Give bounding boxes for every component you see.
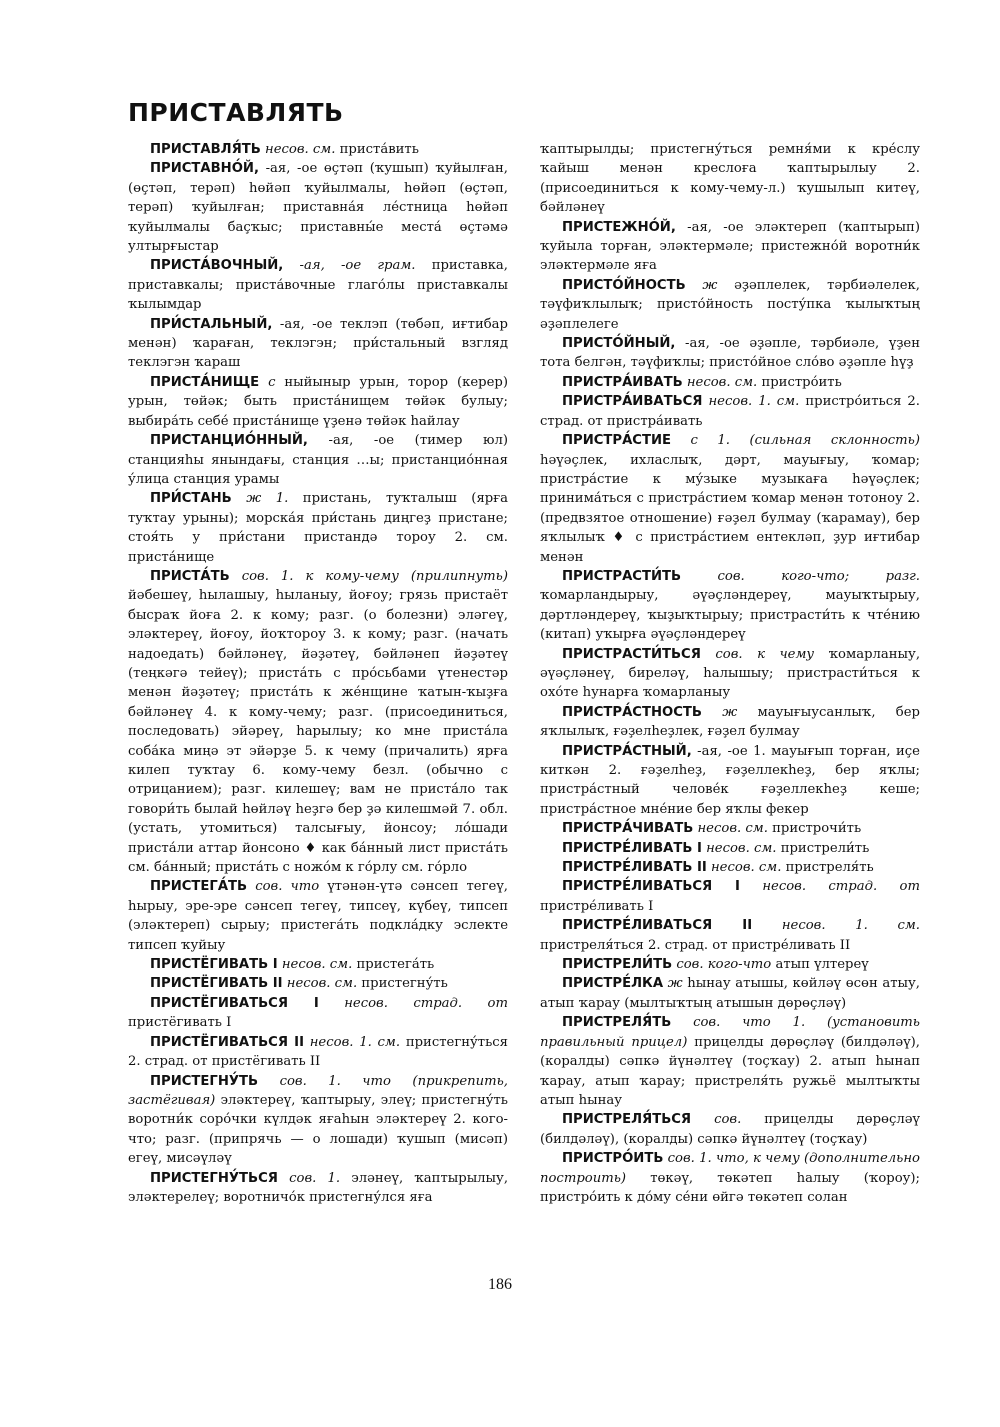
dictionary-entry — [128, 955, 508, 974]
entry-definition: пристегну́ть — [361, 976, 448, 992]
dictionary-entry — [128, 140, 508, 159]
entry-definition: ҡомарланыу, әүәҫләнеү, биреләү, һалышыу; пристрасти́ться к охо́те һунарға ҡомарланыу — [540, 646, 921, 701]
entry-definition: пристреля́ть — [785, 860, 874, 876]
entry-headword: ПРИСТРЕЛЯ́ТЬ — [562, 1015, 672, 1031]
entry-grammar: ж 1. — [246, 491, 289, 507]
dictionary-entry — [128, 1072, 508, 1169]
entry-definition: ныйыныр урын, торор (керер) урын, төйәк; быть приста́нищем төйәк булыу; выбира́ть себе́ приста́нище үҙенә төйәк һайлау — [128, 374, 508, 429]
entry-headword: ПРИ́СТАНЬ — [150, 491, 232, 507]
dictionary-entry — [540, 431, 920, 567]
entry-definition: пристре́ливать I — [540, 898, 654, 914]
entry-grammar: сов. 1. — [289, 1170, 341, 1186]
entry-headword: ПРИСТО́ЙНЫЙ, — [562, 336, 676, 352]
entry-definition: пристро́ить — [761, 374, 842, 390]
dictionary-entry — [128, 431, 508, 489]
entry-grammar: -ая, -ое грам. — [299, 258, 416, 274]
entry-grammar: сов. что — [255, 879, 320, 895]
entry-headword: ПРИСТРА́СТНОСТЬ — [562, 704, 702, 720]
entry-headword: ПРИСТРЕ́ЛИВАТЬСЯ I — [562, 879, 740, 895]
entry-headword: ПРИСТЕГА́ТЬ — [150, 879, 248, 895]
entry-grammar: несов. см. — [711, 860, 782, 876]
entry-definition: мауығыусанлыҡ, бер яҡлылыҡ, ғәҙелһеҙлек, ғәҙел булмау — [540, 704, 920, 740]
dictionary-entry — [128, 1033, 508, 1072]
entry-headword: ПРИСТЕГНУ́ТЬСЯ — [150, 1170, 278, 1186]
entry-definition: пристрели́ть — [780, 840, 870, 856]
entry-definition: эләнеү, ҡаптырылыу, эләктерелеү; воротничо́к пристегну́лся яға — [128, 1170, 509, 1205]
dictionary-entry — [540, 276, 920, 334]
dictionary-entry — [540, 877, 920, 916]
entry-definition: эләктереү, ҡаптырыу, элеү; пристегну́ть воротни́к соро́чки күлдәк яғаһын эләктереү 2. кого-что; разг. (припрячь — о лошади) ҡушып (мисәп) егеү, мисәүләү — [128, 1092, 508, 1167]
dictionary-entry — [540, 703, 920, 742]
entry-headword: ПРИСТРО́ИТЬ — [562, 1151, 664, 1167]
entry-headword: ПРИСТЁГИВАТЬСЯ I — [150, 995, 319, 1011]
entry-grammar: несов. см. — [706, 840, 777, 856]
dictionary-entry — [128, 315, 508, 373]
dictionary-entry — [540, 839, 920, 858]
dictionary-entry — [128, 159, 508, 256]
entry-grammar: с — [268, 374, 276, 390]
entry-definition: прицелды дөрөҫләү (билдәләү), (коралды) сәпкә йүнәлтеү (тоҫҡау) 2. атып һынап ҡарау, атып ҡарау; пристреля́ть ружьё мылтыҡты атып һынау — [540, 1034, 920, 1108]
entry-headword: ПРИСТЕЖНО́Й, — [562, 219, 676, 235]
dictionary-entry — [540, 819, 920, 838]
entry-definition: пристегну́ться 2. страд. от пристёгивать II — [128, 1034, 508, 1070]
entry-grammar: несов. см. — [286, 976, 358, 992]
entry-grammar: несов. 1. см. — [708, 394, 800, 410]
entry-grammar: ж — [702, 277, 718, 293]
entry-definition: ҡаптырылды; пристегну́ться ремня́ми к кре́слу ҡайыш менән креслоға ҡаптырылыу 2. (присоединиться к кому-чему-л.) ҡушылып китеү, бәйләнеү — [540, 142, 920, 216]
dictionary-entry — [540, 334, 920, 373]
entry-headword: ПРИСТО́ЙНОСТЬ — [562, 277, 686, 293]
entry-headword: ПРИСТРЕЛИ́ТЬ — [562, 957, 673, 973]
dictionary-entry — [540, 140, 920, 218]
entry-headword: ПРИСТА́ТЬ — [150, 568, 230, 584]
entry-grammar: сов. кого-что — [676, 957, 772, 973]
entry-grammar: несов. 1. см. — [781, 918, 920, 934]
entry-definition: үтәнән-үтә сәнсеп тегеү, һырыу, эре-эре сәнсеп тегеү, типсеү, күбеү, типсеп (эләктереп) сырыу; пристега́ть подкла́дку эслекте типсеп ҡуйыу — [128, 879, 508, 953]
entry-headword: ПРИСТРЕ́ЛИВАТЬСЯ II — [562, 918, 753, 934]
dictionary-entry — [128, 877, 508, 955]
dictionary-entry — [128, 994, 508, 1033]
page-number: 186 — [488, 1276, 512, 1293]
entry-definition: -ая, -ое 1. мауығып торған, иҫе киткән 2. ғәҙелһеҙ, ғәҙеллекһеҙ, бер яҡлы; пристра́стный челове́к ғәҙеллекһеҙ кеше; пристра́стное мне́ние бер яҡлы фекер — [540, 743, 920, 817]
entry-definition: пристега́ть — [356, 957, 435, 973]
entry-headword: ПРИСТРЕ́ЛИВАТЬ II — [562, 860, 707, 876]
entry-grammar: сов. кого-что; разг. — [717, 568, 920, 584]
entry-definition: пристёгивать I — [128, 1015, 232, 1031]
right-column — [540, 140, 920, 1207]
entry-grammar: несов. страд. от — [762, 879, 920, 895]
entry-definition: -ая, -ое өҫтәп (ҡушып) ҡуйылған, (өҫтәп, терәп) һөйәп ҡуйылмалы, һөйәп (өҫтәп, терәп) ҡуйылған; приставна́я ле́стница һөйәп ҡуйылмалы баҫҡыс; приставны́е места́ өҫтәмә ултырғыстар — [128, 161, 508, 255]
entry-headword: ПРИСТАНЦИО́ННЫЙ, — [150, 433, 308, 449]
entry-grammar: несов. см. — [265, 142, 336, 157]
entry-grammar: сов. 1. что, к чему (дополнительно построить) — [540, 1151, 920, 1186]
dictionary-entry — [540, 218, 920, 276]
dictionary-entry — [540, 1013, 920, 1110]
entry-grammar: несов. см. — [686, 374, 758, 390]
entry-definition: һәүәҫлек, ихласлыҡ, дәрт, мауығыу, ҡомар; пристра́стие к му́зыке музыкаға һәүәҫлек; принима́ться с пристра́стием ҡомар менән тотоноу 2. (предвзятое отношение) ғәҙел булмау (ҡарамау), бер яҡлылыҡ ♦ с пристра́стием ентекләп, ҙур иғтибар менән — [540, 452, 920, 565]
entry-headword: ПРИСТРАСТИ́ТЬСЯ — [562, 646, 701, 662]
entry-definition: приста́вить — [339, 142, 419, 157]
dictionary-entry — [540, 1149, 920, 1207]
entry-definition: һынау атышы, көйләү өсөн атыу, атып ҡарау (мылтыҡтың атышын дөрөҫләү) — [540, 976, 920, 1011]
entry-grammar: ж — [722, 704, 738, 720]
dictionary-entry — [128, 974, 508, 993]
entry-headword: ПРИСТАВНО́Й, — [150, 161, 259, 177]
entry-definition: -ая, -ое әҙәпле, тәрбиәле, үҙен тота белгән, тәүфиҡлы; присто́йное сло́во әҙәпле һүҙ — [540, 336, 920, 371]
dictionary-entry — [540, 916, 920, 955]
entry-definition: -ая, -ое теклэп (төбәп, иғтибар менән) ҡараған, теклэгэн; при́стальный взгляд теклэгэн ҡараш — [128, 316, 508, 371]
dictionary-entry — [128, 1169, 508, 1208]
dictionary-entry — [540, 858, 920, 877]
dictionary-entry — [540, 645, 920, 703]
dictionary-entry — [540, 742, 920, 820]
entry-definition: йәбешеү, һылашыу, һыланыу, йоғоу; грязь пристаёт бысраҡ йоға 2. к кому; разг. (о болезни) эләгеү, эләктереү, йоғоу, йоҡтороу 3. к кому; разг. (начать надоедать) бәйләнеү, йәҙәтеү, бәйләнеп йәҙәтеү (теңкәгә тейеү); приста́ть с про́сьбами үтенестәр менән йәҙәтеү; приста́ть к же́нщине ҡатын-ҡыҙға бәйләнеү 4. к кому-чему; разг. (присоединиться, последовать) эйәреү, һарылыу; ко мне приста́ла соба́ка миңә эт эйәрҙе 5. к чему (причалить) ярға килеп туҡтау 6. кому-чему безл. (обычно с отрицанием); разг. килешеү; вам не приста́ло так говори́ть былай һөйләү һеҙгә бер ҙә килешмәй 7. обл. (устать, утомиться) талсығыу, йонсоу; ло́шади приста́ли аттар йонсоно ♦ как ба́нный лист приста́ть см. ба́нный; приста́ть с ножо́м к го́рлу см. го́рло — [128, 588, 508, 876]
entry-definition: пристреля́ться 2. страд. от пристре́ливать II — [540, 937, 851, 953]
entry-definition: пристрочи́ть — [772, 821, 862, 837]
entry-definition: атып үлтереү — [775, 957, 869, 973]
entry-grammar: с 1. (сильная склонность) — [690, 433, 920, 449]
entry-headword: ПРИСТРА́СТНЫЙ, — [562, 743, 692, 759]
entry-headword: ПРИСТРАСТИ́ТЬ — [562, 568, 682, 584]
dictionary-entry — [540, 974, 920, 1013]
entry-headword: ПРИСТРА́ЧИВАТЬ — [562, 821, 694, 837]
entry-definition: төкәү, төкәтеп һалыу (ҡороу); пристро́ить к до́му се́ни өйгә төкәтеп солан — [540, 1170, 920, 1205]
entry-grammar: несов. см. — [281, 957, 353, 973]
dictionary-entry — [128, 256, 508, 314]
dictionary-entry — [540, 955, 920, 974]
entry-headword: ПРИСТРА́СТИЕ — [562, 433, 672, 449]
entry-headword: ПРИСТРЕ́ЛКА — [562, 976, 664, 992]
entry-headword: ПРИСТЁГИВАТЬ I — [150, 957, 278, 973]
dictionary-entry — [540, 373, 920, 392]
entry-definition: прицелды дөрөҫләү (билдәләү), (коралды) сәпкә йүнәлтеү (тоҫҡау) — [540, 1112, 920, 1147]
entry-headword: ПРИСТРЕ́ЛИВАТЬ I — [562, 840, 702, 856]
entry-headword: ПРИСТРА́ИВАТЬ — [562, 374, 683, 390]
entry-headword: ПРИСТРЕЛЯ́ТЬСЯ — [562, 1112, 692, 1128]
dictionary-entry — [540, 392, 920, 431]
dictionary-entry — [540, 1110, 920, 1149]
dictionary-entry — [128, 567, 508, 878]
entry-grammar: сов. к чему — [715, 646, 815, 662]
entry-headword: ПРИСТАВЛЯ́ТЬ — [150, 142, 261, 157]
entry-definition: -ая, -ое (тимер юл) станцияһы янындағы, станция …ы; пристанцио́нная у́лица станция урамы — [128, 433, 508, 487]
entry-definition: -ая, -ое эләктереп (ҡаптырып) ҡуйыла торған, эләктермәле; пристежно́й воротни́к эләктермәле яға — [540, 219, 920, 274]
entry-definition: приставка, приставкалы; приста́вочные глаго́лы приставкалы ҡылымдар — [128, 258, 508, 313]
entry-grammar: сов. что 1. (установить правильный прицел) — [540, 1015, 920, 1050]
entry-grammar: ж — [667, 976, 683, 992]
dictionary-entry — [128, 373, 508, 431]
entry-headword: ПРИСТА́ВОЧНЫЙ, — [150, 258, 284, 274]
entry-grammar: несов. 1. см. — [309, 1034, 401, 1050]
entry-headword: ПРИСТРА́ИВАТЬСЯ — [562, 394, 703, 410]
dictionary-entry — [128, 489, 508, 567]
dictionary-entry — [540, 567, 920, 645]
entry-definition: пристань, туҡталыш (ярға туҡтау урыны); морска́я при́стань диңгеҙ пристане; стоя́ть у при́стани пристандә тороу 2. см. приста́нище — [128, 491, 508, 565]
entry-grammar: сов. 1. к кому-чему (прилипнуть) — [241, 568, 508, 584]
entry-grammar: несов. страд. от — [344, 995, 508, 1011]
entry-grammar: несов. см. — [697, 821, 768, 837]
entry-headword: ПРИСТА́НИЩЕ — [150, 374, 260, 390]
entry-definition: пристро́иться 2. страд. от пристра́ивать — [540, 394, 920, 429]
entry-headword: ПРИСТЁГИВАТЬСЯ II — [150, 1034, 304, 1050]
entry-definition: әҙәплелек, тәрбиәлелек, тәүфиҡлылыҡ; присто́йность посту́пка ҡылыҡтың әҙәплелеге — [540, 277, 920, 332]
entry-headword: ПРИСТЁГИВАТЬ II — [150, 976, 283, 992]
left-column — [128, 140, 508, 1207]
entry-definition: ҡомарландырыу, әүәҫләндереү, мауыҡтырыу, дәртләндереү, ҡыҙыҡтырыу; пристрасти́ть к чте́нию (китап) уҡырға әүәҫләндереү — [540, 588, 920, 643]
entry-headword: ПРИСТЕГНУ́ТЬ — [150, 1073, 259, 1089]
entry-grammar: сов. 1. что (прикрепить, застёгивая) — [128, 1073, 508, 1108]
running-head: ПРИСТАВЛЯТЬ — [128, 98, 344, 127]
entry-headword: ПРИ́СТАЛЬНЫЙ, — [150, 316, 273, 332]
entry-grammar: сов. — [714, 1112, 742, 1128]
